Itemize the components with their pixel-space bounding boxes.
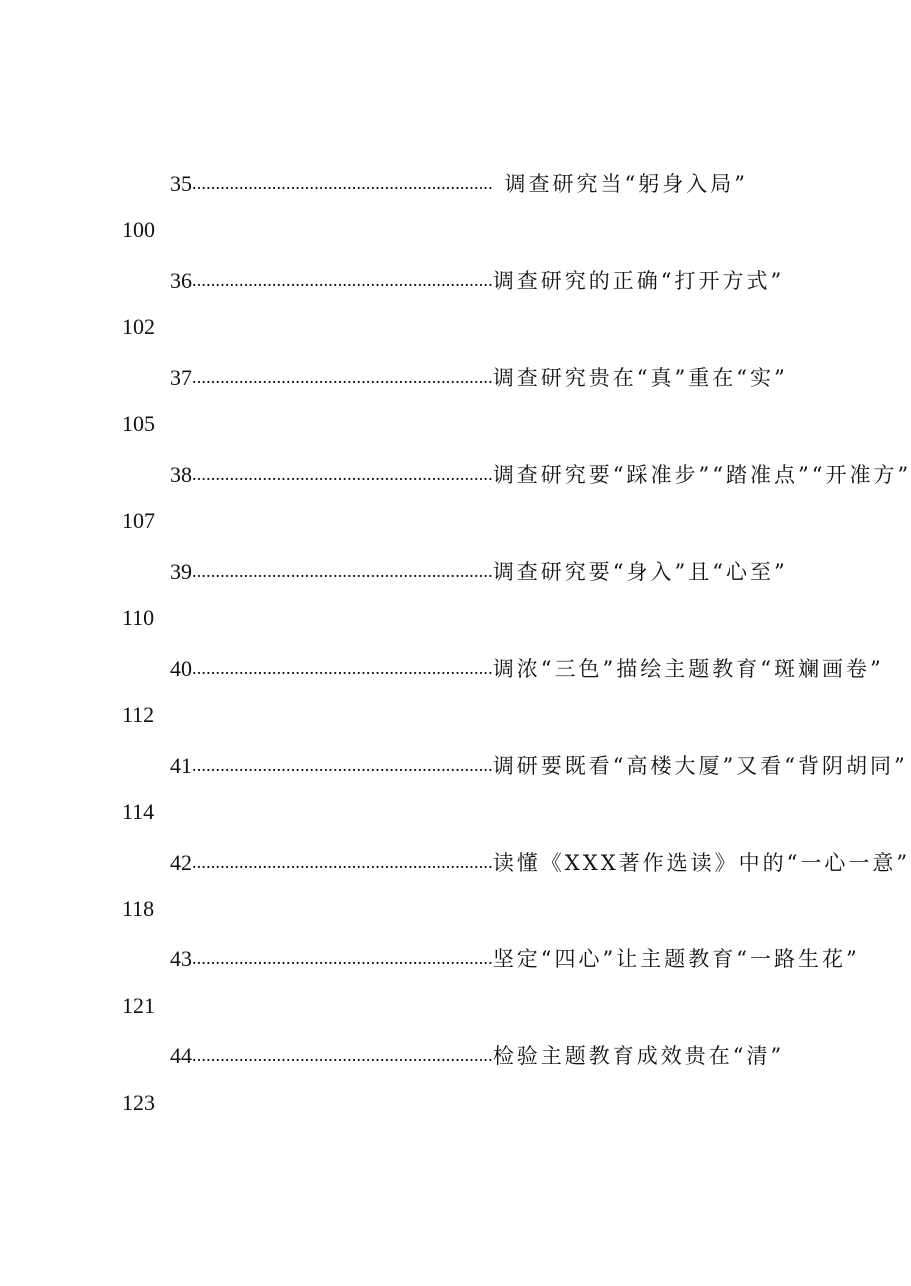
toc-entry-title: 坚定“四心”让主题教育“一路生花” bbox=[492, 947, 860, 971]
toc-entry-page-number: 110 bbox=[122, 605, 155, 630]
toc-entry-page-number: 112 bbox=[122, 702, 155, 727]
toc-entry-line[interactable] bbox=[170, 556, 788, 586]
toc-entry-page-number: 105 bbox=[122, 411, 155, 436]
toc-leader-dots: ................................................................ bbox=[192, 270, 493, 290]
toc-entry-page-number: 107 bbox=[122, 508, 155, 533]
toc-leader-dots: ................................................................ bbox=[192, 561, 493, 581]
toc-entry-line[interactable] bbox=[170, 1040, 785, 1070]
toc-entry-number: 43 bbox=[170, 946, 192, 971]
toc-entry-title: 调研要既看“高楼大厦”又看“背阴胡同” bbox=[492, 754, 908, 778]
toc-entry-line[interactable] bbox=[170, 653, 884, 683]
toc-leader-dots: ................................................................ bbox=[192, 1045, 493, 1065]
toc-leader-dots: ................................................................ bbox=[192, 173, 493, 193]
toc-entry-page-number: 114 bbox=[122, 799, 155, 824]
toc-entry-number: 37 bbox=[170, 365, 192, 390]
toc-entry-line[interactable] bbox=[170, 362, 788, 392]
toc-entry-number: 36 bbox=[170, 268, 192, 293]
toc-leader-dots: ................................................................ bbox=[192, 852, 493, 872]
toc-entry-number: 38 bbox=[170, 462, 192, 487]
toc-leader-dots: ................................................................ bbox=[192, 755, 493, 775]
toc-entry-page-number: 118 bbox=[122, 896, 155, 921]
toc-entry-page-number: 121 bbox=[122, 993, 155, 1018]
toc-entry-title: 调查研究的正确“打开方式” bbox=[492, 269, 785, 293]
toc-leader-dots: ................................................................ bbox=[192, 464, 493, 484]
toc-entry-title: 读懂《XXX著作选读》中的“一心一意” bbox=[492, 851, 911, 875]
toc-entry-number: 44 bbox=[170, 1043, 192, 1068]
toc-entry-page-number: 100 bbox=[122, 217, 155, 242]
toc-entry-line[interactable] bbox=[170, 750, 908, 780]
toc-leader-dots: ................................................................ bbox=[192, 367, 493, 387]
toc-entry-line[interactable] bbox=[170, 943, 860, 973]
toc-entry-title: 调查研究当“躬身入局” bbox=[504, 172, 748, 196]
toc-leader-dots: ................................................................ bbox=[192, 658, 493, 678]
toc-entry-title: 调浓“三色”描绘主题教育“斑斓画卷” bbox=[492, 657, 884, 681]
toc-leader-dots: ................................................................ bbox=[192, 948, 493, 968]
toc-entry-number: 41 bbox=[170, 753, 192, 778]
toc-entry-line[interactable] bbox=[170, 459, 911, 489]
toc-entry-title: 调查研究贵在“真”重在“实” bbox=[492, 366, 788, 390]
toc-entry-title: 检验主题教育成效贵在“清” bbox=[492, 1044, 785, 1068]
toc-entry-page-number: 123 bbox=[122, 1090, 155, 1115]
toc-entry-page-number: 102 bbox=[122, 314, 155, 339]
toc-entry-number: 39 bbox=[170, 559, 192, 584]
toc-entry-line[interactable] bbox=[170, 847, 911, 877]
toc-entry-title: 调查研究要“踩准步”“踏准点”“开准方” bbox=[492, 463, 911, 487]
toc-entry-number: 40 bbox=[170, 656, 192, 681]
toc-entry-number: 35 bbox=[170, 171, 192, 196]
toc-entry-line[interactable] bbox=[170, 265, 785, 295]
toc-entry-title: 调查研究要“身入”且“心至” bbox=[492, 560, 788, 584]
toc-entry-line[interactable] bbox=[170, 168, 748, 198]
toc-entry-number: 42 bbox=[170, 850, 192, 875]
